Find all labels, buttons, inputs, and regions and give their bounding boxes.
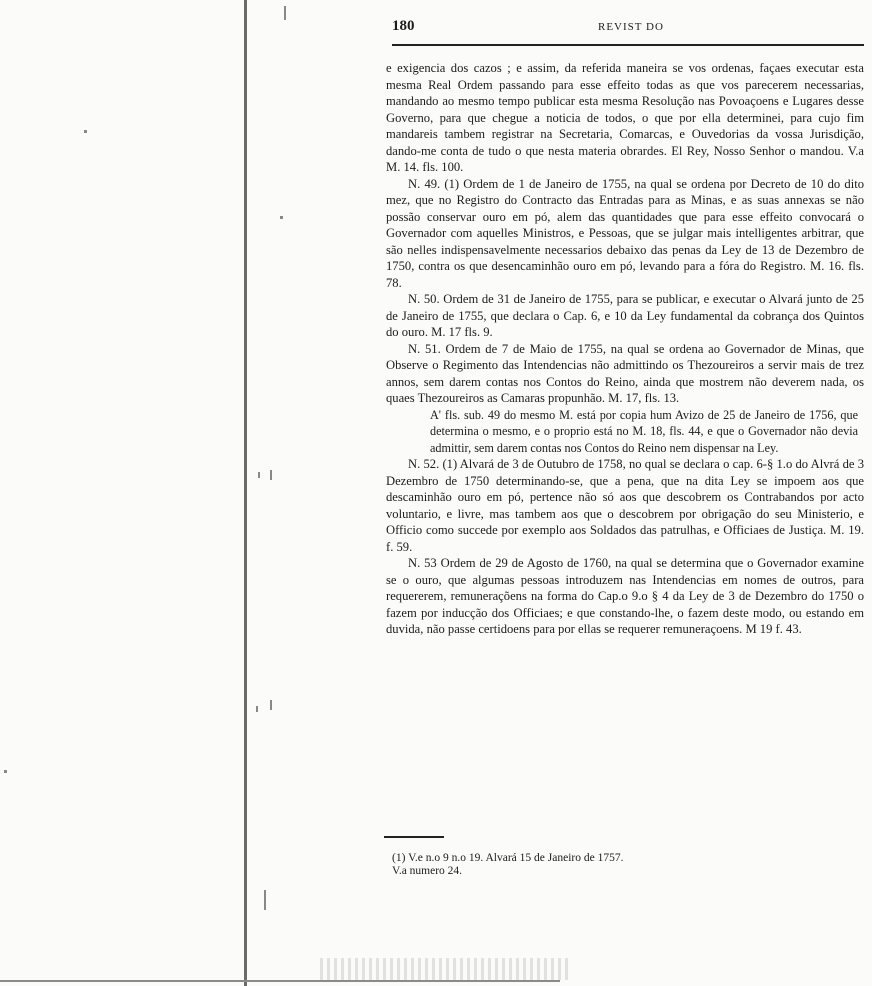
scan-speck xyxy=(264,890,266,910)
scan-speck xyxy=(270,470,272,480)
footnote xyxy=(392,852,792,878)
paragraph-continuation: e exigencia dos cazos ; e assim, da referida maneira se vos ordenas, façaes executar esta mesma Real Ordem passando para esse effeito todas as que vos parecerem necessarias, mandando ao mesmo tempo publicar esta mesma Resolução nas Povoaçoens e Lugares desse Governo, para que chegue a noticia de todos, o que por ella determinei, para cujo fim mandareis tambem registrar na Secretaria, Comarcas, e Ouvedorias da vossa Jurisdição, dando-me conta de tudo o que nesta materia obrardes. El Rey, Nosso Senhor o mandou. V.a M. 14. fls. 100. xyxy=(386,61,864,174)
entry-n51: N. 51. Ordem de 7 de Maio de 1755, na qual se ordena ao Governador de Minas, que Observe o Regimento das Intendencias não admittindo os Thezoureiros a servir mais de trez annos, sem darem contas nos Contos do Reino, ainda que mostrem não deverem nada, os quaes Thezoureiros as Camaras propunhão. M. 17, fls. 13. xyxy=(386,341,864,405)
page-header xyxy=(392,18,866,44)
page-gutter-edge xyxy=(244,0,247,986)
indented-note: A' fls. sub. 49 do mesmo M. está por copia hum Avizo de 25 de Janeiro de 1756, que determina o mesmo, e o proprio está no M. 18, fls. 44, e que o Governador não devia admittir, sem darem contas nos Contos do Reino nem dispensar na Ley. xyxy=(430,407,858,455)
scan-speck xyxy=(4,770,7,773)
body-text xyxy=(386,60,864,638)
scan-speck xyxy=(280,216,283,219)
footnote-rule xyxy=(384,836,444,838)
entry-n49: N. 49. (1) Ordem de 1 de Janeiro de 1755, na qual se ordena por Decreto de 10 do dito mez, que no Registro do Contracto das Entradas para as Minas, e as suas annexas se não possão conservar ouro em pó, alem das quantidades que para esse effeito convocará o Governador com aquelles Ministros, e Pessoas, que se julgar mais intelligentes arbitrar, que são nelles indispensavelmente necessarios debaixo das penas da Ley de 13 de Dezembro de 1750, contra os que desencaminhão ouro em pó, levando para a fóra do Registro. M. 16. fls. 78. xyxy=(386,176,864,290)
running-title: REVIST DO xyxy=(598,21,664,33)
entry-n50: N. 50. Ordem de 31 de Janeiro de 1755, para se publicar, e executar o Alvará junto de 25 de Janeiro de 1755, que declara o Cap. 6, e 10 da Ley fundamental da cobrança dos Quintos do ouro. M. 17 fls. 9. xyxy=(386,292,864,339)
scan-speck xyxy=(284,6,286,20)
entry-n52: N. 52. (1) Alvará de 3 de Outubro de 1758, no qual se declara o cap. 6-§ 1.o do Alvrá de 3 Dezembro de 1750 determinando-se, que a pena, que na dita Ley se impoem aos que descaminhão ouro em pó, pertence não só aos que descobrem os Contrabandos por acto voluntario, e livre, mas tambem aos que o descobrem por obrigação do seu Ministerio, e Officio como succede por exemplo aos Soldados das patrulhas, e Officiaes de Justiça. M. 19. f. 59. xyxy=(386,457,864,554)
page-number: 180 xyxy=(392,18,415,34)
scan-speck xyxy=(256,706,258,712)
footnote-line-2: V.a numero 24. xyxy=(392,865,463,877)
footnote-line-1: (1) V.e n.o 9 n.o 19. Alvará 15 de Janeiro de 1757. xyxy=(392,852,624,864)
scan-speck xyxy=(258,472,260,478)
bottom-edge-line xyxy=(0,980,560,982)
scan-speck xyxy=(270,700,272,710)
header-rule xyxy=(392,44,864,46)
entry-n53: N. 53 Ordem de 29 de Agosto de 1760, na qual se determina que o Governador examine se o ouro, que algumas pessoas introduzem nas Intendencias em nomes de outros, para requererem, remuneraçõens na forma do Cap.o 9.o § 4 da Ley de 3 de Dezembro do 1750 o fazem por inducção dos Officiaes; e que constando-lhe, o fazem deste modo, ou estando em duvida, não passe certidoens para por ellas se requerer remuneraçoens. M 19 f. 43. xyxy=(386,556,864,636)
blurred-stamp xyxy=(320,958,570,980)
scan-speck xyxy=(84,130,87,133)
bottom-scan-artifact xyxy=(0,958,872,986)
